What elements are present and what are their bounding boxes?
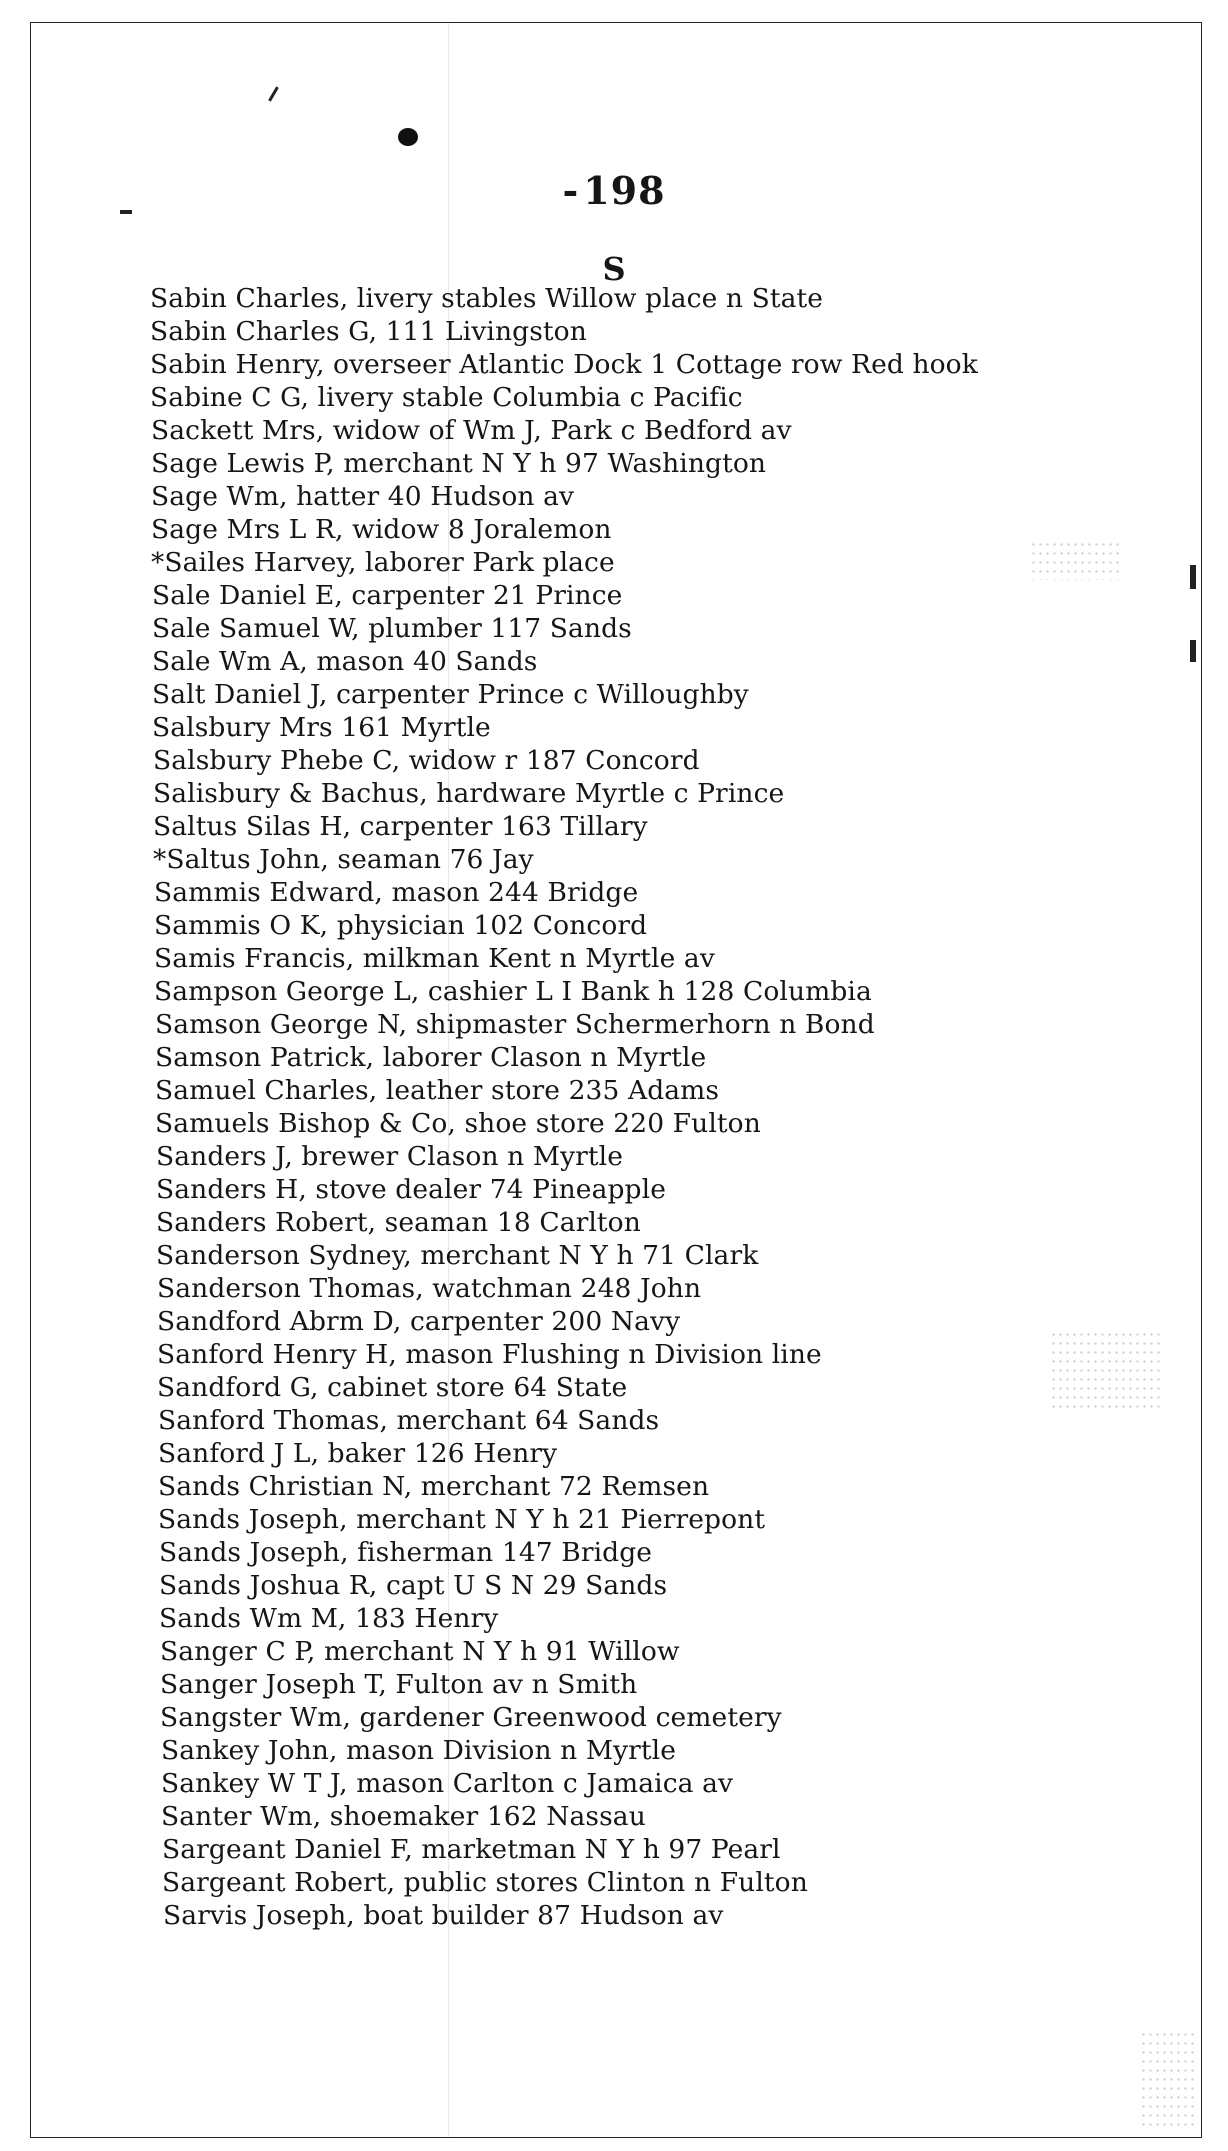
directory-entry: Sage Wm, hatter 40 Hudson av (151, 481, 575, 512)
directory-entry: Sanger Joseph T, Fulton av n Smith (160, 1669, 638, 1700)
margin-mark (1190, 640, 1196, 662)
directory-entry: Sage Mrs L R, widow 8 Joralemon (151, 514, 612, 545)
directory-entry: Sabine C G, livery stable Columbia c Pacific (150, 382, 743, 413)
directory-entry: Sampson George L, cashier L I Bank h 128 Columbia (154, 976, 872, 1007)
directory-entry: Samis Francis, milkman Kent n Myrtle av (154, 943, 715, 974)
section-letter: S (602, 250, 626, 288)
directory-entry: Sale Samuel W, plumber 117 Sands (152, 613, 632, 644)
page-number-dash: - (562, 168, 580, 213)
directory-entry: Sage Lewis P, merchant N Y h 97 Washington (151, 448, 767, 479)
directory-entry: Sackett Mrs, widow of Wm J, Park c Bedford av (151, 415, 792, 446)
directory-entry: Sargeant Robert, public stores Clinton n Fulton (162, 1867, 808, 1898)
directory-entry: Sanger C P, merchant N Y h 91 Willow (160, 1636, 680, 1667)
directory-entry: Sammis O K, physician 102 Concord (154, 910, 648, 941)
directory-entry: Sands Christian N, merchant 72 Remsen (158, 1471, 710, 1502)
ink-blot (398, 128, 418, 146)
directory-entry: Sands Joshua R, capt U S N 29 Sands (159, 1570, 668, 1601)
directory-entry: Sabin Charles, livery stables Willow place n State (150, 283, 824, 314)
directory-entry: Sarvis Joseph, boat builder 87 Hudson av (163, 1900, 724, 1931)
directory-entry: Sankey John, mason Division n Myrtle (161, 1735, 677, 1766)
directory-entry: Sanford Thomas, merchant 64 Sands (158, 1405, 660, 1436)
directory-entry: Sammis Edward, mason 244 Bridge (154, 877, 639, 908)
directory-entry: Sankey W T J, mason Carlton c Jamaica av (161, 1768, 734, 1799)
directory-entry: Sale Wm A, mason 40 Sands (152, 646, 538, 677)
directory-entry: Sanders Robert, seaman 18 Carlton (156, 1207, 641, 1238)
directory-entry: Salsbury Phebe C, widow r 187 Concord (153, 745, 700, 776)
directory-entry: Sanders J, brewer Clason n Myrtle (156, 1141, 624, 1172)
directory-entry: Sanford Henry H, mason Flushing n Division line (157, 1339, 822, 1370)
directory-entry: Samuels Bishop & Co, shoe store 220 Fulton (155, 1108, 761, 1139)
directory-entry: Sanderson Sydney, merchant N Y h 71 Clark (156, 1240, 759, 1271)
directory-entry: Sandford G, cabinet store 64 State (157, 1372, 628, 1403)
directory-entry: Sabin Charles G, 111 Livingston (150, 316, 587, 347)
directory-entry: Santer Wm, shoemaker 162 Nassau (161, 1801, 646, 1832)
directory-entry: Samuel Charles, leather store 235 Adams (155, 1075, 720, 1106)
directory-entry: Sanford J L, baker 126 Henry (158, 1438, 558, 1469)
page-number (0, 168, 1228, 213)
directory-entry: Sands Joseph, merchant N Y h 21 Pierrepont (158, 1504, 766, 1535)
directory-entry: Sands Wm M, 183 Henry (159, 1603, 499, 1634)
directory-entry: Sangster Wm, gardener Greenwood cemetery (160, 1702, 782, 1733)
directory-entries (150, 282, 1170, 1932)
directory-entry: Samson George N, shipmaster Schermerhorn n Bond (155, 1009, 875, 1040)
directory-entry: Sands Joseph, fisherman 147 Bridge (159, 1537, 653, 1568)
margin-mark (1190, 565, 1196, 589)
directory-entry: Samson Patrick, laborer Clason n Myrtle (155, 1042, 707, 1073)
directory-entry: Saltus Silas H, carpenter 163 Tillary (153, 811, 648, 842)
directory-entry: Sale Daniel E, carpenter 21 Prince (152, 580, 623, 611)
directory-entry: Sanders H, stove dealer 74 Pineapple (156, 1174, 666, 1205)
directory-entry: Sanderson Thomas, watchman 248 John (157, 1273, 702, 1304)
directory-entry: Sargeant Daniel F, marketman N Y h 97 Pearl (162, 1834, 781, 1865)
directory-entry: *Sailes Harvey, laborer Park place (151, 547, 615, 578)
page-number-value: 198 (583, 168, 666, 213)
directory-entry: *Saltus John, seaman 76 Jay (153, 844, 534, 875)
directory-entry: Sandford Abrm D, carpenter 200 Navy (157, 1306, 681, 1337)
directory-entry: Salt Daniel J, carpenter Prince c Willoughby (152, 679, 749, 710)
directory-entry: Sabin Henry, overseer Atlantic Dock 1 Cottage row Red hook (150, 349, 978, 380)
scan-noise (1140, 2030, 1195, 2130)
directory-entry: Salisbury & Bachus, hardware Myrtle c Prince (153, 778, 785, 809)
directory-entry: Salsbury Mrs 161 Myrtle (152, 712, 491, 743)
